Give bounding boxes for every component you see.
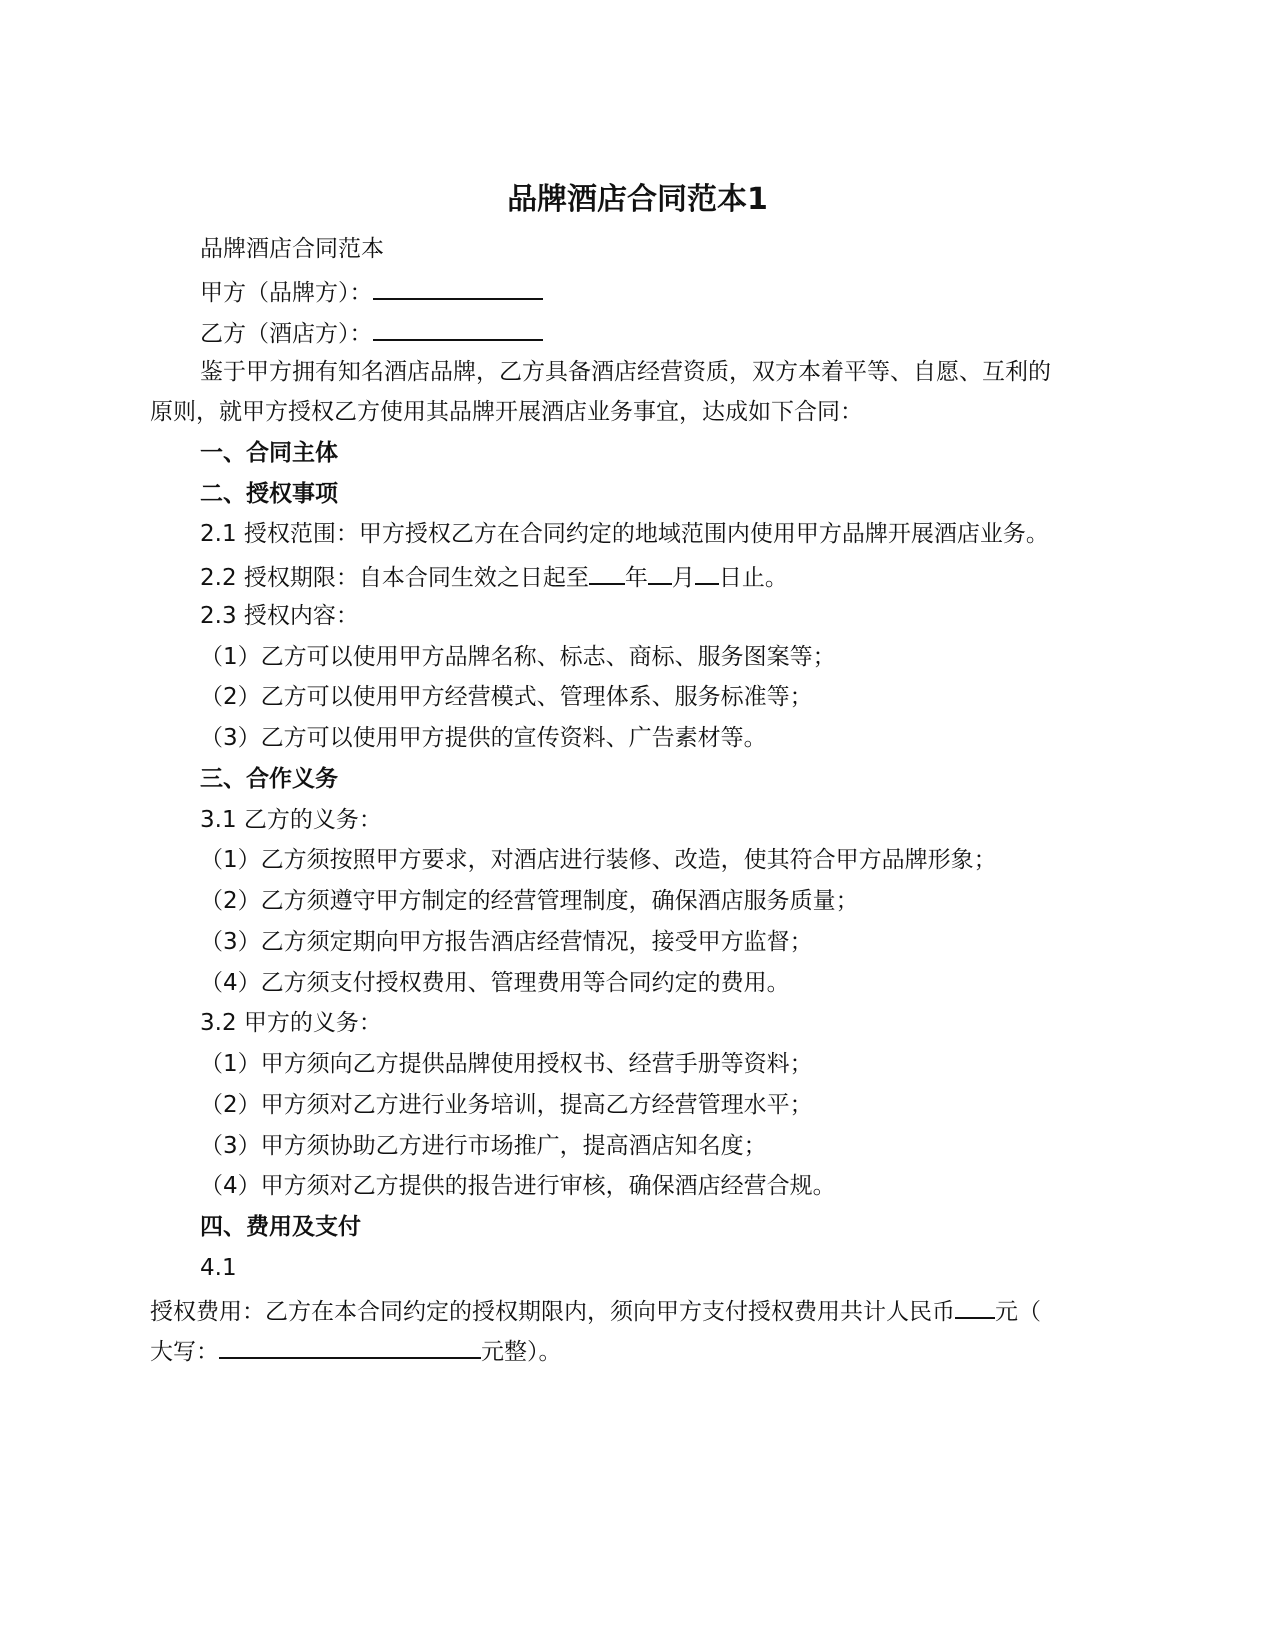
year-blank xyxy=(589,559,625,585)
duties-a-heading: 3.2 甲方的义务： xyxy=(200,1010,382,1036)
auth-item: （1）乙方可以使用甲方品牌名称、标志、商标、服务图案等； xyxy=(200,644,836,670)
document-title: 品牌酒店合同范本1 xyxy=(507,182,768,217)
duties-a-item: （1）甲方须向乙方提供品牌使用授权书、经营手册等资料； xyxy=(200,1051,813,1077)
party-a-line xyxy=(200,274,543,309)
fees-line-2 xyxy=(150,1333,562,1368)
preamble-line-1: 鉴于甲方拥有知名酒店品牌，乙方具备酒店经营资质，双方本着平等、自愿、互利的 xyxy=(200,359,1051,385)
fees-line-2-suffix: 元整）。 xyxy=(481,1339,562,1365)
section-heading-3: 三、合作义务 xyxy=(200,766,338,792)
amount-blank xyxy=(955,1293,995,1319)
subtitle: 品牌酒店合同范本 xyxy=(200,236,384,262)
party-b-blank xyxy=(373,315,543,341)
month-blank xyxy=(648,559,672,585)
auth-term-year: 年 xyxy=(624,565,648,591)
auth-scope: 2.1 授权范围：甲方授权乙方在合同约定的地域范围内使用甲方品牌开展酒店业务。 xyxy=(200,521,1049,547)
fees-line-1 xyxy=(150,1293,1041,1328)
auth-term-month: 月 xyxy=(671,565,695,591)
duties-b-item: （1）乙方须按照甲方要求，对酒店进行装修、改造，使其符合甲方品牌形象； xyxy=(200,847,997,873)
duties-a-item: （3）甲方须协助乙方进行市场推广，提高酒店知名度； xyxy=(200,1133,767,1159)
fees-line-1-suffix: 元（ xyxy=(995,1299,1041,1325)
party-a-label: 甲方（品牌方）： xyxy=(200,280,373,306)
auth-term xyxy=(200,559,788,594)
duties-b-item: （4）乙方须支付授权费用、管理费用等合同约定的费用。 xyxy=(200,970,790,996)
section-heading-4: 四、费用及支付 xyxy=(200,1214,361,1240)
fees-number: 4.1 xyxy=(200,1255,237,1281)
auth-item: （2）乙方可以使用甲方经营模式、管理体系、服务标准等； xyxy=(200,684,813,710)
duties-a-item: （4）甲方须对乙方提供的报告进行审核，确保酒店经营合规。 xyxy=(200,1173,836,1199)
party-b-line xyxy=(200,315,543,350)
party-a-blank xyxy=(373,274,543,300)
auth-content-heading: 2.3 授权内容： xyxy=(200,603,359,629)
auth-item: （3）乙方可以使用甲方提供的宣传资料、广告素材等。 xyxy=(200,725,767,751)
preamble-line-2: 原则，就甲方授权乙方使用其品牌开展酒店业务事宜，达成如下合同： xyxy=(150,399,863,425)
duties-b-item: （3）乙方须定期向甲方报告酒店经营情况，接受甲方监督； xyxy=(200,929,813,955)
section-heading-1: 一、合同主体 xyxy=(200,440,338,466)
section-heading-2: 二、授权事项 xyxy=(200,481,338,507)
day-blank xyxy=(695,559,719,585)
fees-line-1-prefix: 授权费用：乙方在本合同约定的授权期限内，须向甲方支付授权费用共计人民币 xyxy=(150,1299,955,1325)
fees-line-2-prefix: 大写： xyxy=(150,1339,219,1365)
party-b-label: 乙方（酒店方）： xyxy=(200,321,373,347)
auth-term-end: 日止。 xyxy=(718,565,788,591)
duties-b-heading: 3.1 乙方的义务： xyxy=(200,807,382,833)
auth-term-prefix: 2.2 授权期限：自本合同生效之日起至 xyxy=(200,565,589,591)
amount-words-blank xyxy=(219,1333,481,1359)
duties-a-item: （2）甲方须对乙方进行业务培训，提高乙方经营管理水平； xyxy=(200,1092,813,1118)
duties-b-item: （2）乙方须遵守甲方制定的经营管理制度，确保酒店服务质量； xyxy=(200,888,859,914)
